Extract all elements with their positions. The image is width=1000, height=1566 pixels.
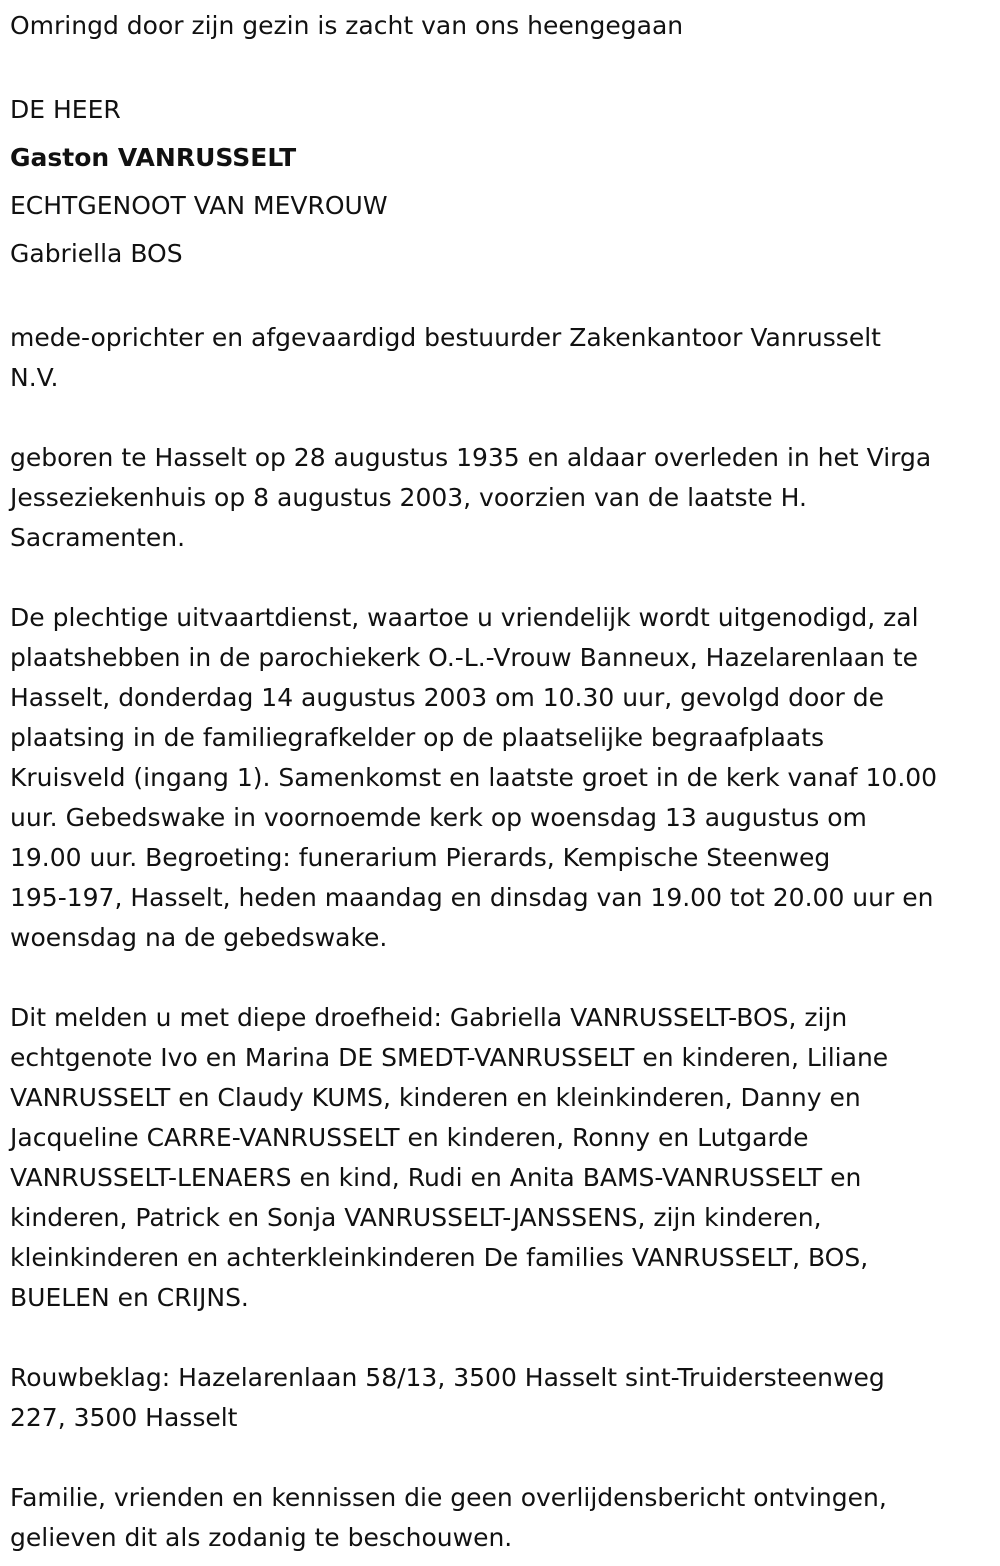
mourners-line: VANRUSSELT en Claudy KUMS, kinderen en kleinkinderen, Danny en: [10, 1083, 861, 1112]
birth-death-line: Jesseziekenhuis op 8 augustus 2003, voorzien van de laatste H.: [10, 483, 807, 512]
condolence-address-line: 227, 3500 Hasselt: [10, 1403, 238, 1432]
funeral-line: De plechtige uitvaartdienst, waartoe u vriendelijk wordt uitgenodigd, zal: [10, 603, 919, 632]
mourners-line: echtgenote Ivo en Marina DE SMEDT-VANRUSSELT en kinderen, Liliane: [10, 1043, 889, 1072]
intro-text: Omringd door zijn gezin is zacht van ons heengegaan: [10, 11, 684, 40]
funeral-line: plaatshebben in de parochiekerk O.-L.-Vrouw Banneux, Hazelarenlaan te: [10, 643, 919, 672]
mourners-line: BUELEN en CRIJNS.: [10, 1283, 249, 1312]
birth-death-line: geboren te Hasselt op 28 augustus 1935 en aldaar overleden in het Virga: [10, 443, 932, 472]
mourners-line: Jacqueline CARRE-VANRUSSELT en kinderen, Ronny en Lutgarde: [10, 1123, 809, 1152]
funeral-line: Kruisveld (ingang 1). Samenkomst en laatste groet in de kerk vanaf 10.00: [10, 763, 938, 792]
birth-death-paragraph: [10, 438, 990, 558]
occupation-paragraph: [10, 318, 990, 398]
mourners-line: kleinkinderen en achterkleinkinderen De families VANRUSSELT, BOS,: [10, 1243, 869, 1272]
birth-death-line: Sacramenten.: [10, 523, 186, 552]
mourners-line: VANRUSSELT-LENAERS en kind, Rudi en Anita BAMS-VANRUSSELT en: [10, 1163, 862, 1192]
occupation-line: N.V.: [10, 363, 59, 392]
spouse-label: ECHTGENOOT VAN MEVROUW: [10, 191, 388, 220]
funeral-line: woensdag na de gebedswake.: [10, 923, 388, 952]
closing-line: Familie, vrienden en kennissen die geen overlijdensbericht ontvingen,: [10, 1483, 887, 1512]
condolence-address-paragraph: [10, 1358, 990, 1438]
title-text: DE HEER: [10, 95, 121, 124]
condolence-address-line: Rouwbeklag: Hazelarenlaan 58/13, 3500 Hasselt sint-Truidersteenweg: [10, 1363, 885, 1392]
mourners-line: kinderen, Patrick en Sonja VANRUSSELT-JANSSENS, zijn kinderen,: [10, 1203, 822, 1232]
deceased-name: Gaston VANRUSSELT: [10, 143, 297, 172]
mourners-line: Dit melden u met diepe droefheid: Gabriella VANRUSSELT-BOS, zijn: [10, 1003, 848, 1032]
spouse-name: Gabriella BOS: [10, 239, 183, 268]
occupation-line: mede-oprichter en afgevaardigd bestuurder Zakenkantoor Vanrusselt: [10, 323, 881, 352]
funeral-line: 19.00 uur. Begroeting: funerarium Pierards, Kempische Steenweg: [10, 843, 831, 872]
funeral-paragraph: [10, 598, 990, 958]
mourners-paragraph: [10, 998, 990, 1318]
funeral-line: plaatsing in de familiegrafkelder op de plaatselijke begraafplaats: [10, 723, 825, 752]
funeral-line: Hasselt, donderdag 14 augustus 2003 om 10.30 uur, gevolgd door de: [10, 683, 885, 712]
closing-paragraph: [10, 1478, 990, 1558]
funeral-line: uur. Gebedswake in voornoemde kerk op woensdag 13 augustus om: [10, 803, 867, 832]
funeral-line: 195-197, Hasselt, heden maandag en dinsdag van 19.00 tot 20.00 uur en: [10, 883, 934, 912]
closing-line: gelieven dit als zodanig te beschouwen.: [10, 1523, 513, 1552]
